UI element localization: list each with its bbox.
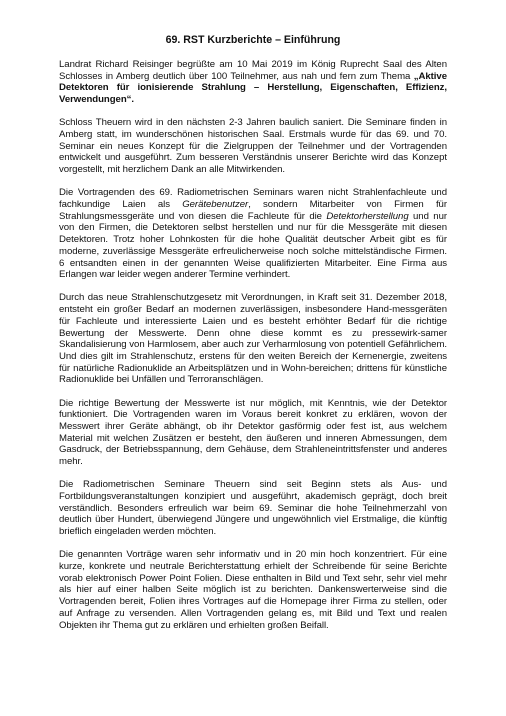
paragraph-speakers [59, 187, 447, 281]
speakers-text-3: und nur von den Firmen, die Detektoren selbst herstellen und nur für die Messgeräte mit diesen Detektoren. Trotz hoher Lohnkosten für die hohe Qualität deutscher Arbeit gibt es für moderne, zuverlässige Messgeräte erfreulicherweise noch solche mittelständische Firmen. 6 entsandten einen in der genannten Weise qualifizierten Mitarbeiter. Eine Firma aus Erlangen war leider wegen anderer Termine verhindert. [59, 210, 447, 281]
paragraph-venue: Schloss Theuern wird in den nächsten 2-3 Jahren baulich saniert. Die Seminare finden in Amberg statt, im wunderschönen historischen Saal. Erstmals wurde für das 69. und 70. Seminar ein neues Konzept für die Zielgruppen der Teilnehmer und der Vortragenden entwickelt und ausgeführt. Zum besseren Verständnis unserer Berichte wird das Konzept vorgestellt, mit herzlichem Dank an alle Mitwirkenden. [59, 117, 447, 176]
speakers-text-2: , sondern Mitarbeiter von Firmen für Strahlungsmessgeräte und von diesen die Fachleute für die [59, 199, 447, 222]
speakers-text-1: Die Vortragenden des 69. Radiometrischen Seminars waren nicht Strahlenfachleute und fachkundige Laien als [59, 187, 447, 211]
document-body [59, 59, 447, 643]
paragraph-law: Durch das neue Strahlenschutzgesetz mit Verordnungen, in Kraft seit 31. Dezember 2018, entsteht ein großer Bedarf an modernen zuverlässigen, insbesondere Hand-messgeräten für Fachleute und interessierte Laien und es besteht erhöhter Bedarf für die richtige Bewertung der Messwerte. Denn ohne diese kommt es zu pressewirk-samer Skandalisierung von Harmlosem, aber auch zur Verharmlosung von potentiell Gefährlichem. Und dies gilt im Strahlenschutz, erstens für den weiten Bereich der Kernenergie, zweitens für natürliche Radionuklide an Arbeitsplätzen und in Wohn-bereichen; drittens für künstliche Radionuklide bei Unfällen und Terroranschlägen. [59, 292, 447, 386]
paragraph-seminars: Die Radiometrischen Seminare Theuern sind seit Beginn stets als Aus- und Fortbildungsveranstaltungen konzipiert und ausgeführt, akademisch geprägt, doch breit verständlich. Besonders erfreulich war beim 69. Seminar die hohe Teilnehmerzahl von deutlich über Hundert, überwiegend Jüngere und ungewöhnlich viel Erstmalige, die künftig brieflich eingeladen werden möchten. [59, 479, 447, 538]
paragraph-intro [59, 59, 447, 106]
paragraph-evaluation: Die richtige Bewertung der Messwerte ist nur möglich, mit Kenntnis, wie der Detektor funktioniert. Die Vortragenden waren im Voraus bereit konkret zu erklären, wovon der Messwert ihrer Geräte abhängt, ob ihr Detektor gasförmig oder fest ist, aus welchem Material mit welchen Zusätzen er besteht, den äußeren und inneren Abmessungen, dem Gasdruck, der Betriebsspannung, dem Gehäuse, dem Strahleneintrittsfenster und anderes mehr. [59, 397, 447, 468]
intro-text: Landrat Richard Reisinger begrüßte am 10 Mai 2019 im König Ruprecht Saal des Alten Schlosses in Amberg deutlich über 100 Teilnehmer, aus nah und fern zum Thema [59, 59, 447, 82]
page-title: 69. RST Kurzberichte – Einführung [165, 34, 341, 46]
seminar-topic: „Aktive Detektoren für ionisierende Strahlung – Herstellung, Eigenschaften, Effizienz, Verwendungen“. [59, 70, 447, 106]
speakers-emphasis-2: Detektorherstellung [326, 210, 409, 222]
paragraph-lectures: Die genannten Vorträge waren sehr informativ und in 20 min hoch konzentriert. Für eine kurze, konkrete und neutrale Berichterstattung erhielt der Schreibende für seine Berichte vorab elektronisch Power Point Folien. Diese enthalten in Bild und Text sehr, sehr viel mehr als hier auf einer halben Seite möglich ist zu berichten. Dankenswerterweise sind die Vortragenden bereit, Folien ihres Vortrages auf die Homepage ihrer Firma zu stellen, oder auf Anfrage zu versenden. Allen Vortragenden gelang es, mit Bild und Text und realen Objekten ihr Thema gut zu erklären und erhielten großen Beifall. [59, 549, 447, 631]
speakers-emphasis-1: Gerätebenutzer [182, 199, 249, 211]
